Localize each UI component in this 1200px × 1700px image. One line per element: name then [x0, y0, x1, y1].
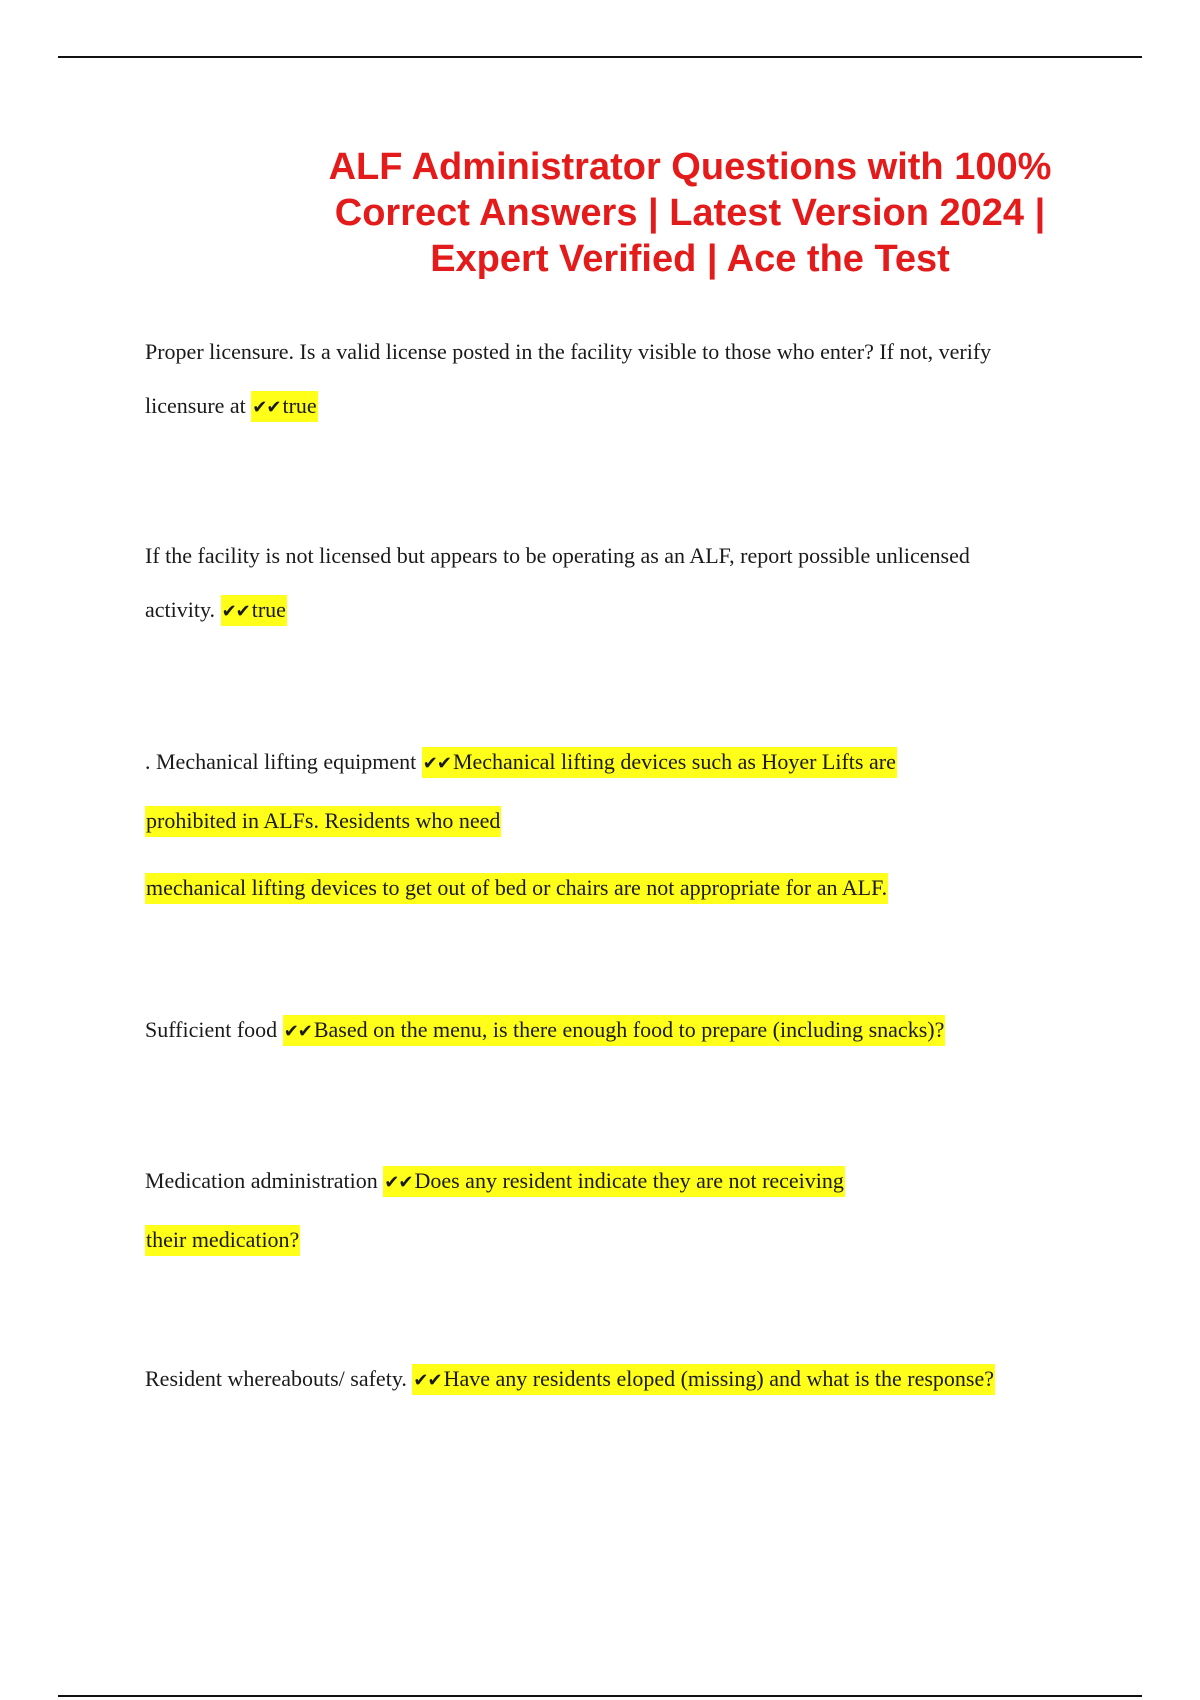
check-mark-icon: ✔✔ [221, 601, 250, 622]
question-2-line-1: If the facility is not licensed but appears to be operating as an ALF, report possible unlicensed [145, 543, 970, 568]
answer-1-text: true [282, 393, 317, 418]
question-6-line-1 [145, 1364, 995, 1396]
question-5-text: Medication administration [145, 1168, 378, 1193]
question-3-line-1 [145, 747, 897, 779]
question-3-text: . Mechanical lifting equipment [145, 749, 417, 774]
check-mark-icon: ✔✔ [252, 397, 281, 418]
answer-5-line-2 [145, 1225, 300, 1255]
check-mark-icon: ✔✔ [384, 1172, 413, 1193]
check-mark-icon: ✔✔ [422, 753, 451, 774]
check-mark-icon: ✔✔ [283, 1021, 312, 1042]
question-6-text: Resident whereabouts/ safety. [145, 1366, 407, 1391]
question-2-line-2 [145, 595, 287, 627]
check-mark-icon: ✔✔ [413, 1370, 442, 1391]
answer-3-highlight [422, 747, 897, 778]
answer-3-line-2 [145, 806, 501, 836]
answer-5-highlight [383, 1166, 845, 1197]
answer-6-highlight [412, 1364, 995, 1395]
answer-1-highlight [251, 391, 317, 422]
answer-6-text: Have any residents eloped (missing) and what is the response? [443, 1366, 995, 1391]
question-5-line-1 [145, 1166, 845, 1198]
answer-5-text-1: Does any resident indicate they are not receiving [414, 1168, 844, 1193]
answer-3-text-2: prohibited in ALFs. Residents who need [145, 806, 501, 837]
bottom-rule [58, 1695, 1142, 1697]
question-1-text: licensure at [145, 393, 246, 418]
answer-2-highlight [221, 595, 287, 626]
answer-4-highlight [283, 1015, 946, 1046]
question-4-text: Sufficient food [145, 1017, 278, 1042]
answer-2-text: true [251, 597, 286, 622]
document-title: ALF Administrator Questions with 100% Correct Answers | Latest Version 2024 | Expert Verified | Ace the Test [328, 146, 1052, 280]
answer-3-text-3: mechanical lifting devices to get out of bed or chairs are not appropriate for an ALF. [145, 873, 888, 904]
question-4-line-1 [145, 1015, 945, 1047]
answer-3-line-3 [145, 873, 888, 903]
top-rule [58, 56, 1142, 58]
answer-5-text-2: their medication? [145, 1225, 300, 1256]
question-1-line-2 [145, 391, 318, 423]
question-1-line-1: Proper licensure. Is a valid license posted in the facility visible to those who enter? If not, verify [145, 339, 992, 364]
answer-3-text-1: Mechanical lifting devices such as Hoyer Lifts are [452, 749, 896, 774]
answer-4-text: Based on the menu, is there enough food to prepare (including snacks)? [313, 1017, 945, 1042]
question-2-text: activity. [145, 597, 216, 622]
